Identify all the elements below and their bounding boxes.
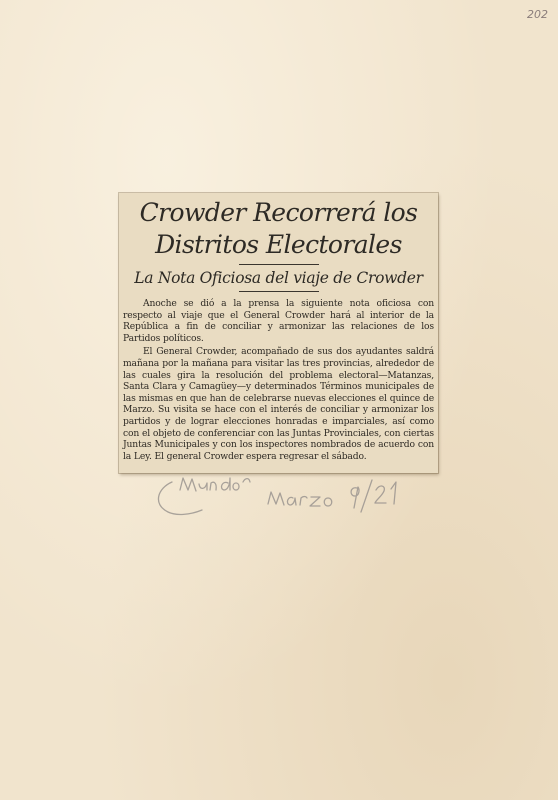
subheadline: La Nota Oficiosa del viaje de Crowder <box>134 269 423 287</box>
handwritten-source-note <box>150 474 450 520</box>
divider <box>239 291 319 292</box>
newspaper-clipping <box>119 193 438 473</box>
article-body <box>123 298 434 462</box>
headline-line-2: Distritos Electorales <box>155 230 402 259</box>
article-paragraph: Anoche se dió a la prensa la siguiente nota oficiosa con respecto al viaje que el General Crowder hará al interior de la República a fin de conciliar y armonizar las relaciones de los Partidos políticos. <box>123 298 434 344</box>
headline <box>123 197 434 261</box>
headline-line-1: Crowder Recorrerá los <box>139 198 418 227</box>
article-paragraph: El General Crowder, acompañado de sus dos ayudantes saldrá mañana por la mañana para visitar las tres provincias, alrededor de las cuales gira la resolución del problema electoral—Matanzas, Santa Clara y Camagüey—y determinados Términos municipales de las mismas en que han de celebrarse nuevas elecciones el quince de Marzo. Su visita se hace con el interés de conciliar y armonizar los partidos y de lograr elecciones honradas e imparciales, así como con el objeto de conferenciar con las Juntas Provinciales, con ciertas Juntas Municipales y con los inspectores nombrados de acuerdo con la Ley. El general Crowder espera regresar el sábado. <box>123 346 434 462</box>
divider <box>239 264 319 265</box>
page-number: 202 <box>527 8 548 21</box>
